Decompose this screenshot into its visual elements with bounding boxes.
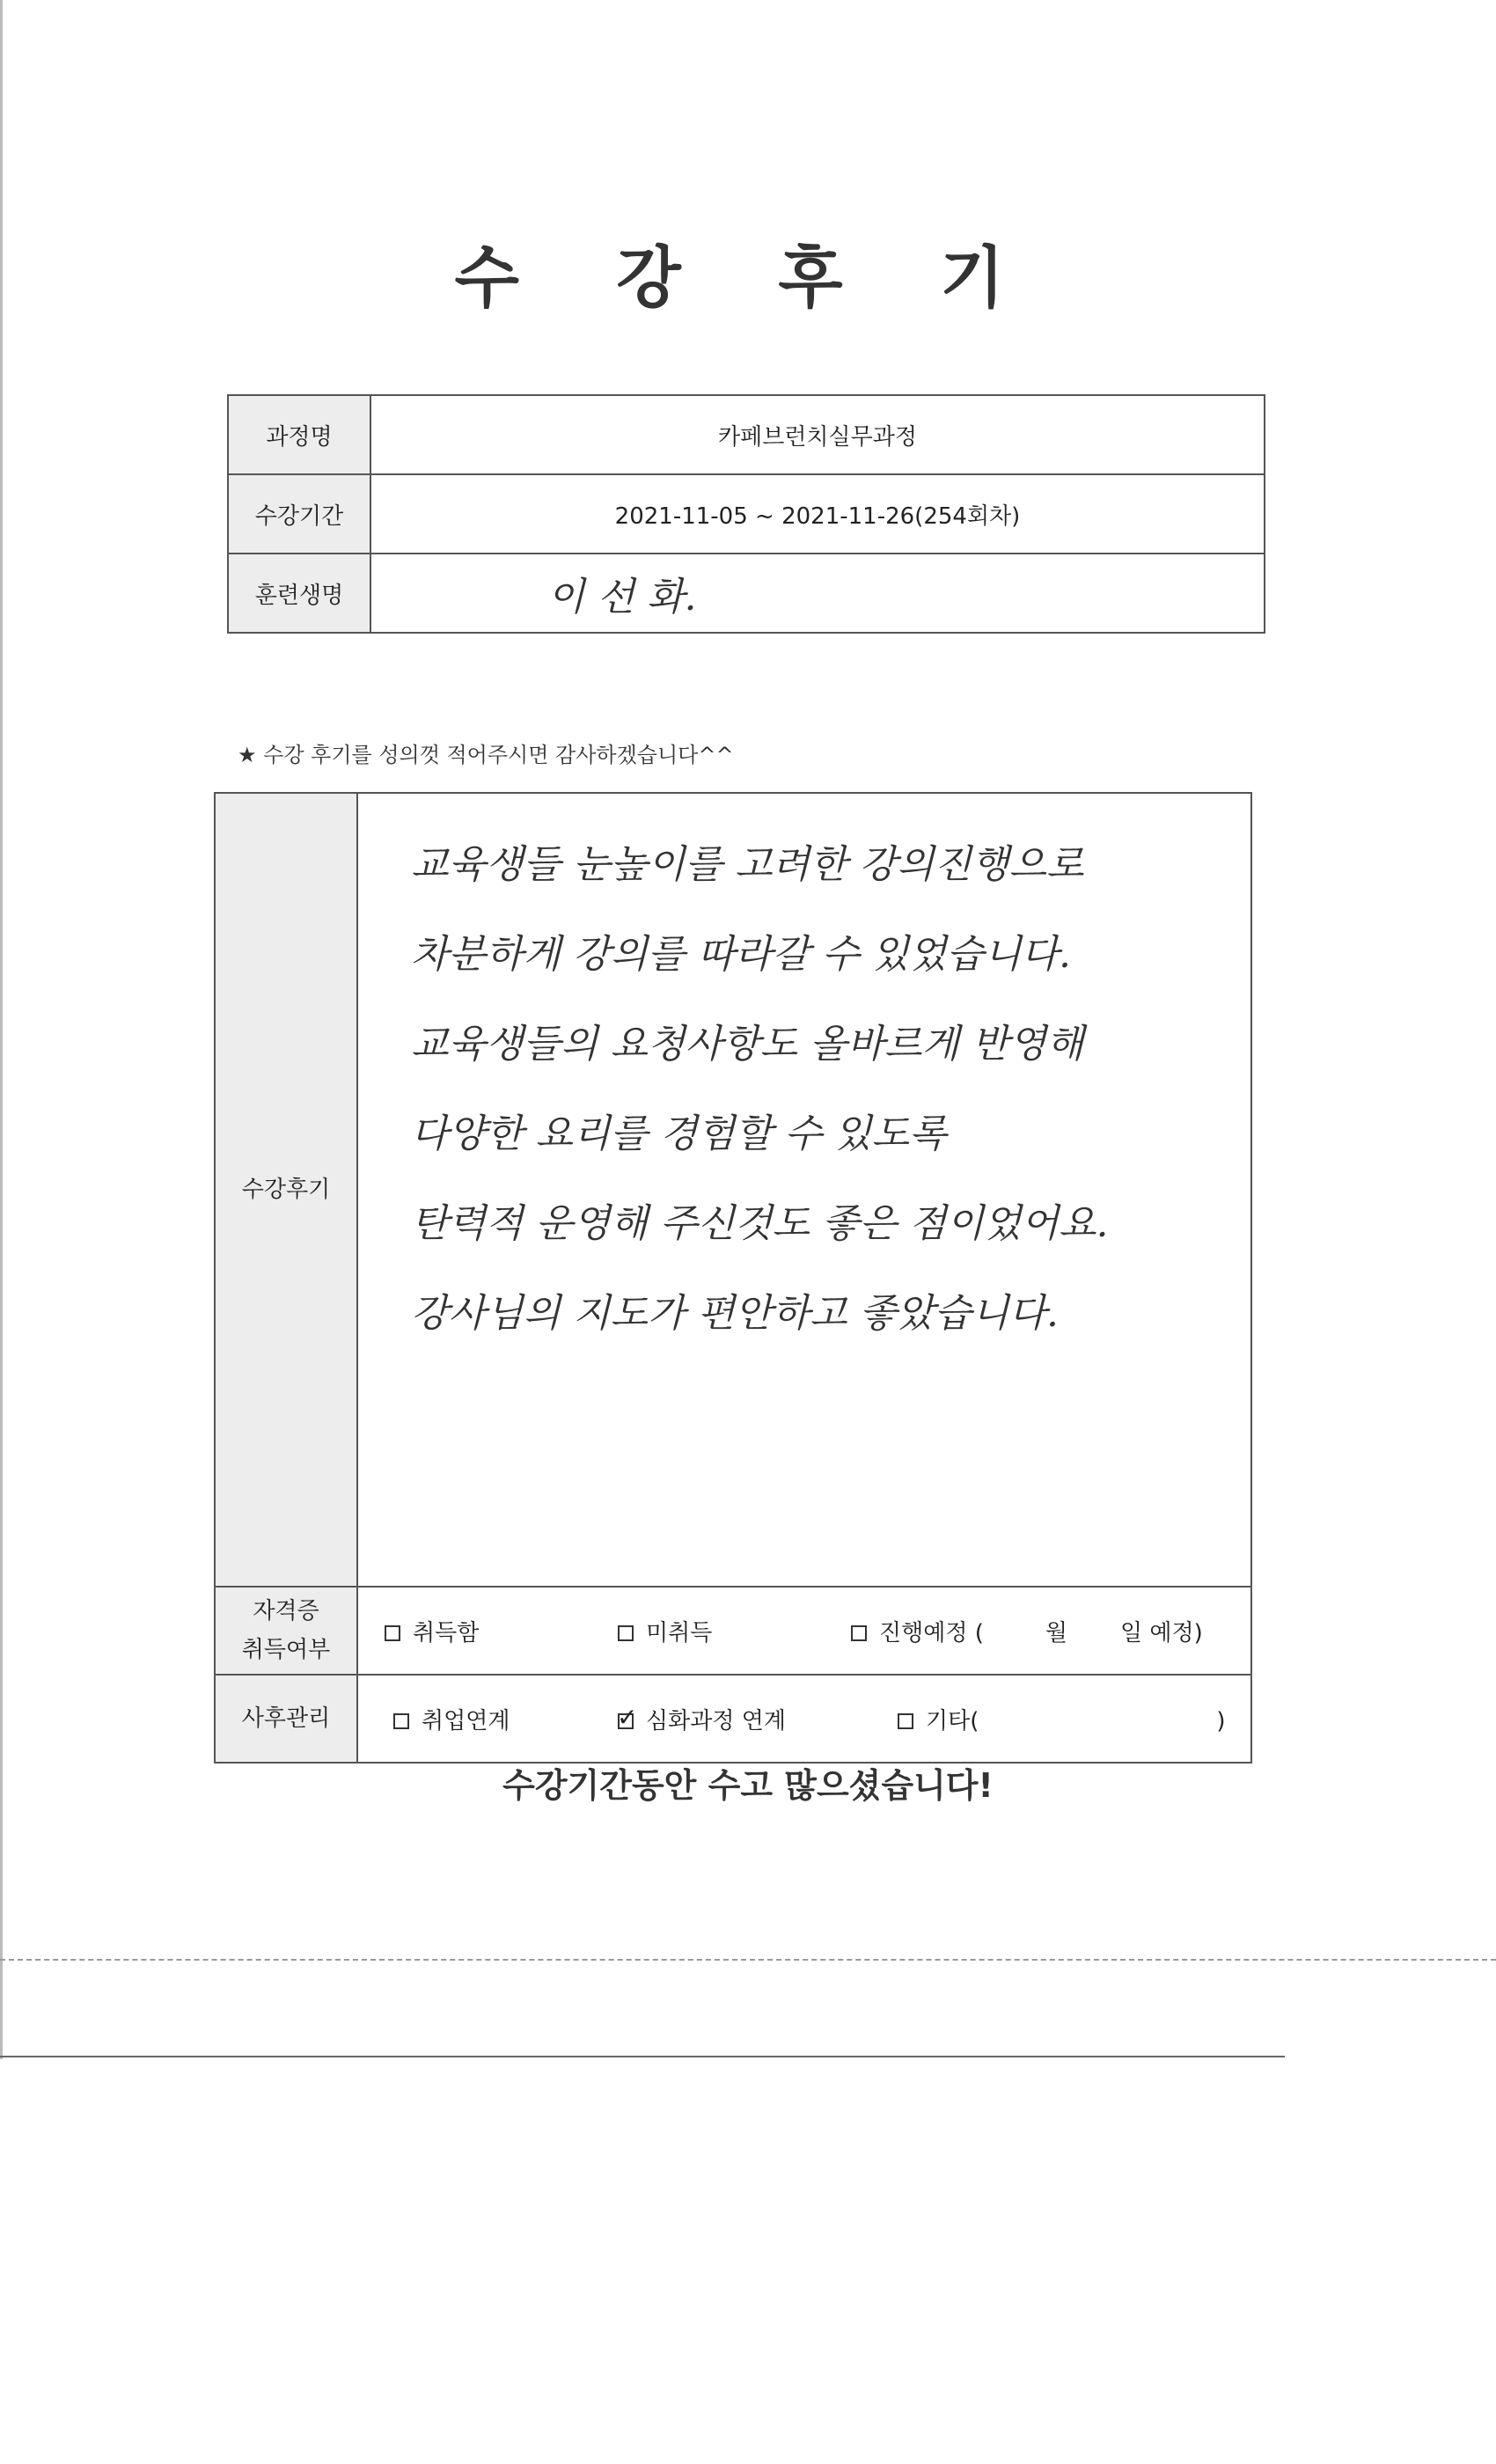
period-row [228, 474, 1265, 554]
checkbox-icon[interactable] [385, 1625, 400, 1641]
page-title: 수 강 후 기 [454, 238, 1042, 317]
aftercare-options [357, 1675, 1251, 1763]
certificate-option-not-acquired[interactable]: 미취득 [618, 1615, 851, 1647]
course-info-table [227, 394, 1265, 634]
period-label: 수강기간 [228, 474, 370, 554]
aftercare-option-advanced-course[interactable]: ✓ 심화과정 연계 [618, 1703, 898, 1735]
checkbox-icon[interactable] [618, 1625, 634, 1641]
instruction-note: ★ 수강 후기를 성의껏 적어주시면 감사하겠습니다^^ [238, 743, 734, 767]
scan-bottom-edge [0, 2056, 1285, 2057]
checked-checkbox-icon[interactable] [618, 1713, 634, 1729]
course-value: 카페브런치실무과정 [370, 395, 1265, 474]
checkbox-icon[interactable] [393, 1713, 409, 1729]
review-line: 다양한 요리를 경험할 수 있도록 [411, 1111, 947, 1156]
checkbox-icon[interactable] [898, 1713, 913, 1729]
review-line: 교육생들 눈높이를 고려한 강의진행으로 [411, 842, 1084, 887]
review-handwritten-text [357, 793, 1251, 1587]
certificate-row [215, 1587, 1251, 1675]
closing-message: 수강기간동안 수고 많으셨습니다! [502, 1766, 994, 1805]
course-label: 과정명 [228, 395, 370, 474]
review-line: 교육생들의 요청사항도 올바르게 반영해 [411, 1022, 1084, 1067]
review-label: 수강후기 [215, 793, 357, 1587]
certificate-option-scheduled[interactable]: 진행예정 ( 월 일 예정) [851, 1615, 1203, 1647]
aftercare-label: 사후관리 [215, 1675, 357, 1763]
certificate-options [357, 1587, 1251, 1675]
certificate-option-acquired[interactable]: 취득함 [385, 1615, 618, 1647]
trainee-row [228, 554, 1265, 633]
trainee-label: 훈련생명 [228, 554, 370, 633]
aftercare-row [215, 1675, 1251, 1763]
scan-dashed-line [0, 1959, 1496, 1961]
period-value: 2021-11-05 ~ 2021-11-26(254회차) [370, 474, 1265, 554]
course-row [228, 395, 1265, 474]
review-table [214, 792, 1252, 1764]
aftercare-option-employment[interactable]: 취업연계 [393, 1703, 618, 1735]
certificate-label [215, 1587, 357, 1675]
certificate-label-line1: 자격증 [253, 1598, 319, 1624]
aftercare-option-other[interactable]: 기타( ) [898, 1703, 1226, 1735]
checkbox-icon[interactable] [851, 1625, 867, 1641]
review-line: 차분하게 강의를 따라갈 수 있었습니다. [411, 932, 1071, 977]
certificate-label-line2: 취득여부 [241, 1637, 331, 1663]
review-line: 강사님의 지도가 편안하고 좋았습니다. [411, 1291, 1060, 1336]
review-line: 탄력적 운영해 주신것도 좋은 점이었어요. [411, 1201, 1109, 1246]
trainee-name-handwritten: 이 선 화. [370, 554, 1265, 633]
review-row [215, 793, 1251, 1587]
